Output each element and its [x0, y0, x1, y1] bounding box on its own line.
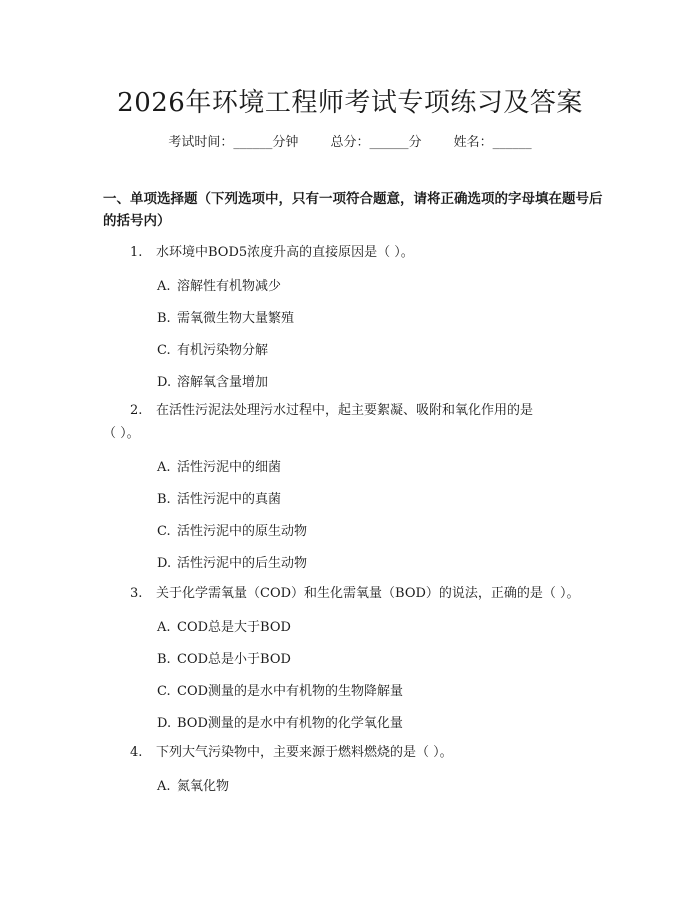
option-text: 活性污泥中的后生动物	[177, 556, 308, 571]
option-label: C.	[157, 524, 171, 539]
question-number: 2.	[130, 403, 143, 418]
option-2c	[157, 520, 307, 539]
option-label: B.	[157, 492, 171, 507]
option-text: 有机污染物分解	[177, 343, 269, 358]
option-text: 氮氧化物	[177, 779, 230, 794]
question-3	[130, 583, 580, 605]
total-score-field: 总分：______分	[330, 135, 422, 150]
page-title: 2026年环境工程师考试专项练习及答案	[117, 88, 583, 118]
option-2a	[157, 456, 281, 475]
option-label: A.	[157, 460, 171, 475]
question-text: 下列大气污染物中，主要来源于燃料燃烧的是（ ）。	[156, 745, 453, 760]
question-1	[130, 242, 414, 264]
option-text: 活性污泥中的细菌	[177, 460, 282, 475]
question-number: 3.	[130, 586, 143, 601]
option-text: 活性污泥中的真菌	[177, 492, 282, 507]
option-label: A.	[157, 779, 171, 794]
option-label: A.	[157, 620, 171, 635]
option-label: D.	[157, 375, 172, 390]
question-text: 在活性污泥法处理污水过程中，起主要絮凝、吸附和氧化作用的是	[156, 403, 534, 418]
option-label: C.	[157, 343, 171, 358]
section-heading: 一、单项选择题（下列选项中，只有一项符合题意，请将正确选项的字母填在题号后的括号内）	[103, 191, 603, 229]
option-text: COD测量的是水中有机物的生物降解量	[177, 684, 404, 699]
question-text: 水环境中BOD5浓度升高的直接原因是（ ）。	[156, 245, 414, 260]
question-4	[130, 742, 453, 764]
option-text: 活性污泥中的原生动物	[177, 524, 308, 539]
exam-time-field: 考试时间：______分钟	[168, 135, 299, 150]
question-2	[130, 400, 533, 422]
question-2-continued	[103, 423, 140, 445]
option-text: COD总是小于BOD	[177, 652, 291, 667]
option-text: BOD测量的是水中有机物的化学氧化量	[177, 716, 403, 731]
option-label: D.	[157, 556, 172, 571]
option-label: B.	[157, 652, 171, 667]
option-text: 溶解性有机物减少	[177, 279, 282, 294]
option-2d	[157, 552, 307, 571]
option-label: D.	[157, 716, 172, 731]
option-1d	[157, 371, 268, 390]
option-1b	[157, 307, 294, 326]
option-label: B.	[157, 311, 171, 326]
option-3b	[157, 648, 291, 667]
option-2b	[157, 488, 281, 507]
option-label: A.	[157, 279, 171, 294]
option-text: 溶解氧含量增加	[177, 375, 269, 390]
option-text: COD总是大于BOD	[177, 620, 291, 635]
question-text-continued: （ ）。	[103, 426, 140, 441]
option-4a	[157, 775, 229, 794]
student-name-field: 姓名：______	[453, 135, 532, 150]
option-3c	[157, 680, 403, 699]
option-text: 需氧微生物大量繁殖	[177, 311, 295, 326]
question-number: 1.	[130, 245, 143, 260]
option-3d	[157, 712, 403, 731]
exam-meta	[0, 131, 700, 150]
option-label: C.	[157, 684, 171, 699]
question-text: 关于化学需氧量（COD）和生化需氧量（BOD）的说法，正确的是（ ）。	[156, 586, 580, 601]
option-1c	[157, 339, 268, 358]
option-1a	[157, 275, 281, 294]
question-number: 4.	[130, 745, 143, 760]
option-3a	[157, 616, 291, 635]
